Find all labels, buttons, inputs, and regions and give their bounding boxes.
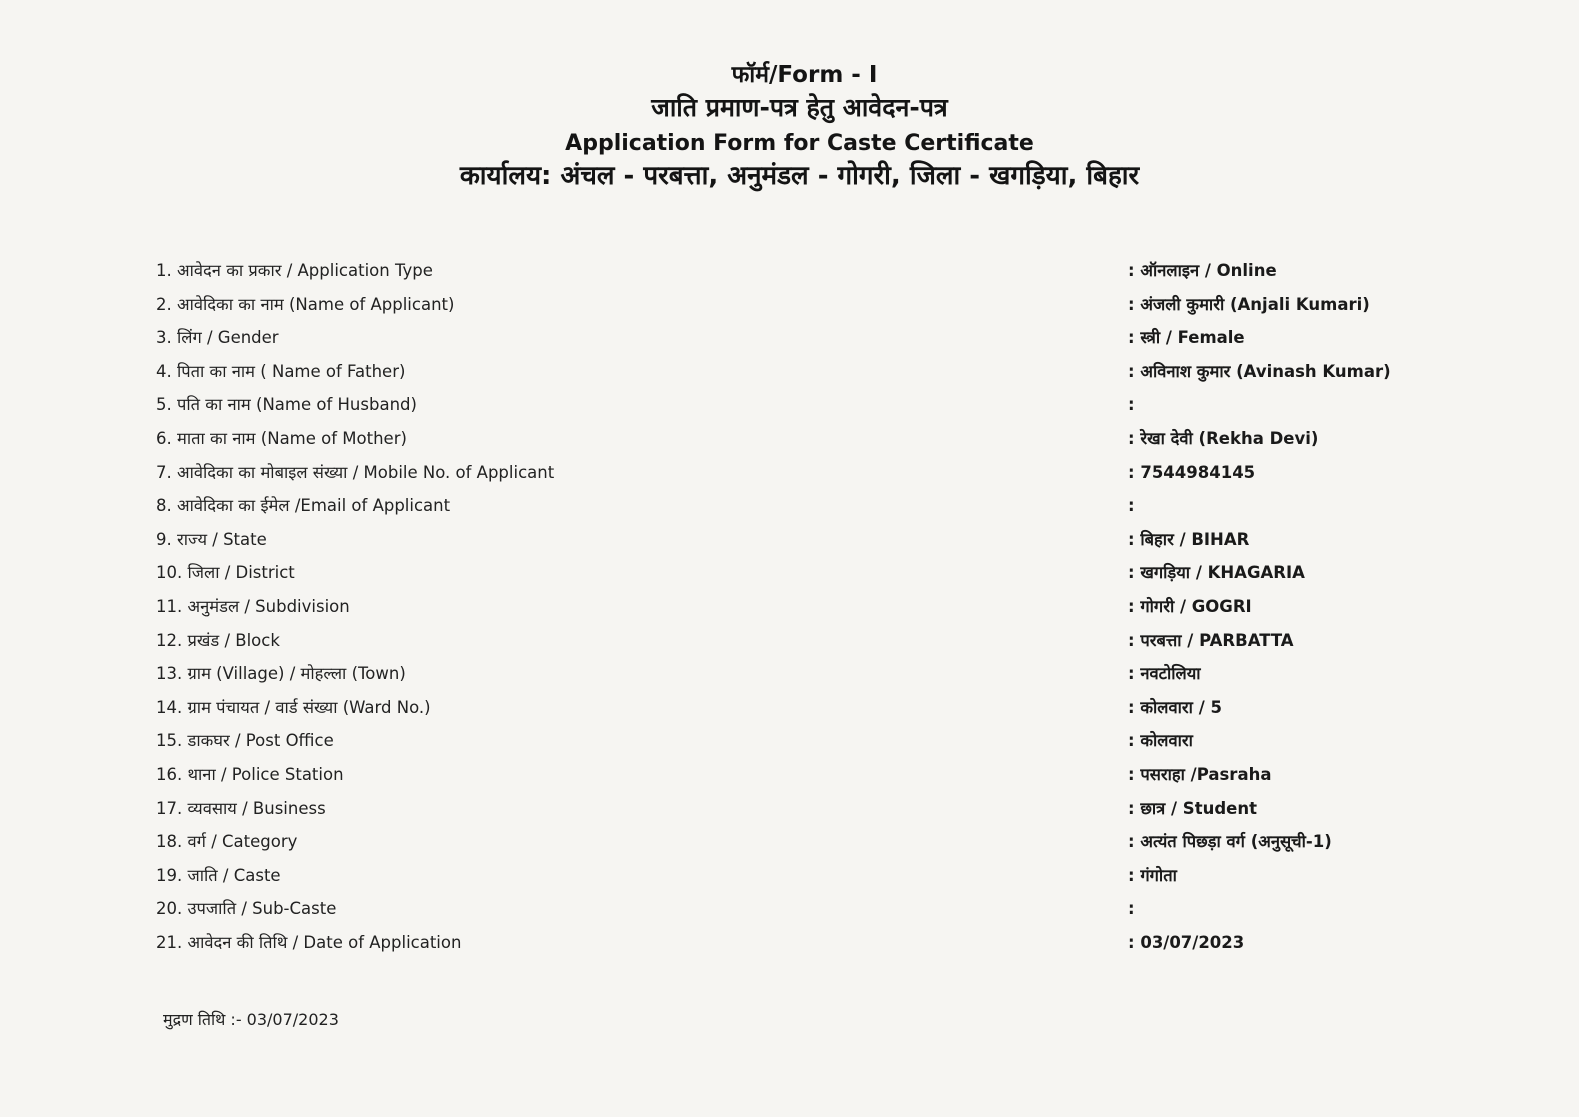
field-value: : नवटोलिया (1128, 664, 1201, 684)
field-label: 17. व्यवसाय / Business (156, 798, 326, 818)
print-date: मुद्रण तिथि :- 03/07/2023 (163, 1010, 339, 1029)
field-value: : खगड़िया / KHAGARIA (1128, 563, 1305, 583)
form-header (0, 62, 1579, 192)
field-value: : गंगोता (1128, 865, 1177, 885)
field-row (156, 288, 1456, 322)
field-label: 10. जिला / District (156, 563, 295, 583)
field-value: : बिहार / BIHAR (1128, 529, 1250, 549)
field-label: 16. थाना / Police Station (156, 764, 344, 784)
field-row (156, 926, 1456, 960)
field-label: 21. आवेदन की तिथि / Date of Application (156, 932, 462, 952)
field-label: 8. आवेदिका का ईमेल /Email of Applicant (156, 496, 451, 516)
field-label: 11. अनुमंडल / Subdivision (156, 596, 350, 616)
form-number: फॉर्म/Form - I (731, 62, 878, 88)
field-row (156, 892, 1456, 926)
field-value: : रेखा देवी (Rekha Devi) (1128, 428, 1319, 448)
english-title: Application Form for Caste Certificate (565, 131, 1034, 157)
field-row (156, 859, 1456, 893)
field-value: : 03/07/2023 (1128, 932, 1245, 952)
field-value: : कोलवारा (1128, 731, 1193, 751)
field-row (156, 321, 1456, 355)
field-label: 18. वर्ग / Category (156, 832, 298, 852)
field-value: : 7544984145 (1128, 462, 1256, 482)
field-value: : अविनाश कुमार (Avinash Kumar) (1128, 361, 1391, 381)
field-label: 19. जाति / Caste (156, 865, 281, 885)
field-label: 3. लिंग / Gender (156, 328, 279, 348)
office-line: कार्यालय: अंचल - परबत्ता, अनुमंडल - गोगरी, जिला - खगड़िया, बिहार (459, 161, 1140, 192)
field-value: : (1128, 395, 1135, 415)
field-row (156, 388, 1456, 422)
field-label: 12. प्रखंड / Block (156, 630, 280, 650)
field-row (156, 758, 1456, 792)
field-row (156, 657, 1456, 691)
field-label: 1. आवेदन का प्रकार / Application Type (156, 261, 433, 280)
field-value: : कोलवारा / 5 (1128, 697, 1222, 717)
field-label: 2. आवेदिका का नाम (Name of Applicant) (156, 294, 455, 314)
field-row (156, 422, 1456, 456)
field-value: : गोगरी / GOGRI (1128, 596, 1252, 616)
field-value: : स्त्री / Female (1128, 328, 1245, 348)
field-row (156, 792, 1456, 826)
field-row (156, 556, 1456, 590)
field-value: : अत्यंत पिछड़ा वर्ग (अनुसूची-1) (1128, 832, 1332, 852)
field-row (156, 355, 1456, 389)
field-row (156, 254, 1456, 288)
field-row (156, 724, 1456, 758)
field-label: 5. पति का नाम (Name of Husband) (156, 395, 417, 415)
field-row (156, 590, 1456, 624)
field-row (156, 624, 1456, 658)
field-label: 9. राज्य / State (156, 529, 267, 549)
field-label: 15. डाकघर / Post Office (156, 731, 334, 751)
hindi-title: जाति प्रमाण-पत्र हेतु आवेदन-पत्र (651, 93, 948, 123)
field-label: 7. आवेदिका का मोबाइल संख्या / Mobile No. of Applicant (156, 462, 555, 482)
field-row (156, 825, 1456, 859)
field-value: : पसराहा /Pasraha (1128, 764, 1272, 784)
field-row (156, 691, 1456, 725)
field-value: : (1128, 496, 1135, 516)
field-row (156, 489, 1456, 523)
field-row (156, 456, 1456, 490)
field-label: 20. उपजाति / Sub-Caste (156, 899, 337, 919)
field-row (156, 523, 1456, 557)
field-label: 6. माता का नाम (Name of Mother) (156, 428, 407, 448)
field-value: : ऑनलाइन / Online (1128, 261, 1277, 280)
field-label: 14. ग्राम पंचायत / वार्ड संख्या (Ward No.) (156, 697, 431, 717)
field-list (156, 254, 1456, 959)
field-value: : (1128, 899, 1135, 919)
field-value: : छात्र / Student (1128, 798, 1257, 818)
field-value: : अंजली कुमारी (Anjali Kumari) (1128, 294, 1370, 314)
field-value: : परबत्ता / PARBATTA (1128, 630, 1294, 650)
field-label: 4. पिता का नाम ( Name of Father) (156, 361, 406, 381)
field-label: 13. ग्राम (Village) / मोहल्ला (Town) (156, 664, 406, 684)
